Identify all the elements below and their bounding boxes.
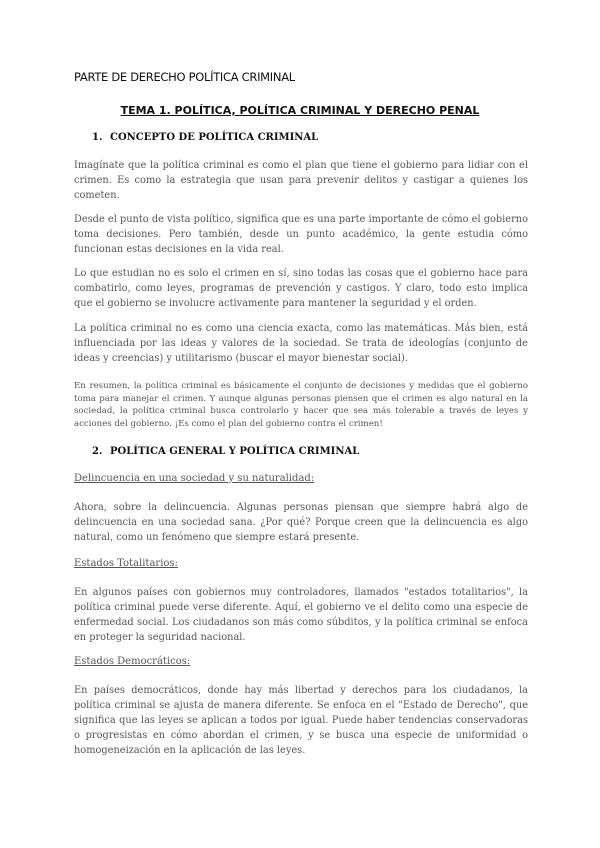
section-1-paragraph: Imagínate que la política criminal es como el plan que tiene el gobierno para lidiar con el crimen. Es como la estrategia que usan para prevenir delitos y castigar a quienes los cometen. <box>74 160 528 201</box>
subsection-paragraph: En países democráticos, donde hay más libertad y derechos para los ciudadanos, la política criminal se ajusta de manera diferente. Se enfoca en el "Estado de Derecho", que significa que las leyes se aplican a todos por igual. Puede haber tendencias conservadoras o progresistas en cómo abordan el crimen, y se busca una especie de uniformidad o homogeneización en la aplicación de las leyes. <box>74 685 528 756</box>
section-1-paragraph: La política criminal no es como una ciencia exacta, como las matemáticas. Más bien, está influenciada por las ideas y valores de la sociedad. Se trata de ideologías (conjunto de ideas y creencias) y utilitarismo (buscar el mayor bienestar social). <box>74 323 528 364</box>
subsection-title: Estados Democráticos: <box>74 656 191 667</box>
subsection-paragraph: Ahora, sobre la delincuencia. Algunas personas piensan que siempre habrá algo de delincuencia en una sociedad sana. ¿Por qué? Porque creen que la delincuencia es algo natural, como un fenómeno que siempre estará presente. <box>74 502 528 543</box>
section-1-heading <box>92 132 318 143</box>
section-1-summary: En resumen, la política criminal es básicamente el conjunto de decisiones y medidas que el gobierno toma para manejar el crimen. Y aunque algunas personas piensen que el crimen es algo natural en la sociedad, la política criminal busca controlarlo y hacer que sea más tolerable a través de leyes y acciones del gobierno. ¡Es como el plan del gobierno contra el crimen! <box>74 381 528 430</box>
subsection-title: Estados Totalitarios: <box>74 558 178 569</box>
section-1-paragraph: Desde el punto de vista político, significa que es una parte importante de cómo el gobierno toma decisiones. Pero también, desde un punto académico, la gente estudia cómo funcionan estas decisiones en la vida real. <box>74 214 528 255</box>
section-2-heading <box>92 446 359 457</box>
section-1-paragraph: Lo que estudian no es solo el crimen en sí, sino todas las cosas que el gobierno hace para combatirlo, como leyes, programas de prevención y castigos. Y claro, todo esto implica que el gobierno se involucre activamente para mantener la seguridad y el orden. <box>74 268 528 309</box>
section-1-number: 1. <box>92 132 103 143</box>
subsection-title: Delincuencia en una sociedad y su naturalidad: <box>74 473 315 484</box>
document-header: PARTE DE DERECHO POLÍTICA CRIMINAL <box>74 70 295 84</box>
document-title: TEMA 1. POLÍTICA, POLÍTICA CRIMINAL Y DERECHO PENAL <box>120 104 480 117</box>
subsection-paragraph: En algunos países con gobiernos muy controladores, llamados "estados totalitarios", la política criminal puede verse diferente. Aquí, el gobierno ve el delito como una especie de enfermedad social. Los ciudadanos son más como súbditos, y la política criminal se enfoca en proteger la seguridad nacional. <box>74 587 528 643</box>
section-2-number: 2. <box>92 446 103 457</box>
section-2-title: POLÍTICA GENERAL Y POLÍTICA CRIMINAL <box>110 446 360 457</box>
section-1-title: CONCEPTO DE POLÍTICA CRIMINAL <box>110 132 319 143</box>
